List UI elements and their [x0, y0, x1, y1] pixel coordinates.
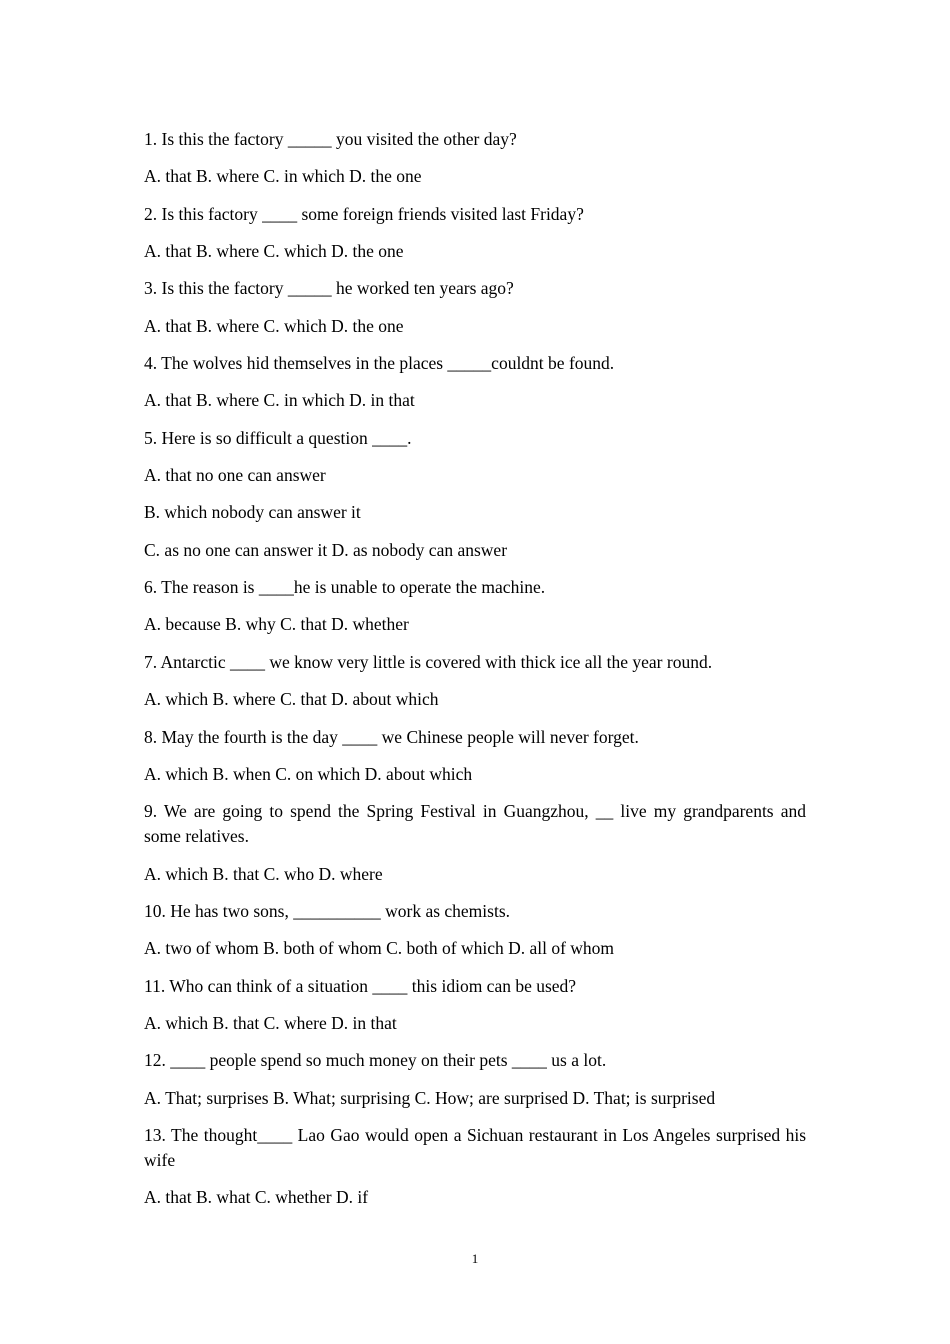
options-5-b: B. which nobody can answer it: [144, 502, 361, 523]
question-7: 7. Antarctic ____ we know very little is covered with thick ice all the year round.: [144, 651, 713, 672]
options-12: A. That; surprises B. What; surprising C. How; are surprised D. That; is surprised: [144, 1087, 716, 1108]
options-5-a: A. that no one can answer: [144, 465, 326, 486]
options-7: A. which B. where C. that D. about which: [144, 689, 439, 710]
question-4: 4. The wolves hid themselves in the places _____couldnt be found.: [144, 353, 615, 374]
options-9: A. which B. that C. who D. where: [144, 863, 383, 884]
question-3: 3. Is this the factory _____ he worked ten years ago?: [144, 278, 514, 299]
options-4: A. that B. where C. in which D. in that: [144, 390, 415, 411]
options-8: A. which B. when C. on which D. about which: [144, 763, 473, 784]
question-11: 11. Who can think of a situation ____ this idiom can be used?: [144, 975, 577, 996]
options-2: A. that B. where C. which D. the one: [144, 241, 404, 262]
question-2: 2. Is this factory ____ some foreign friends visited last Friday?: [144, 203, 584, 224]
options-10: A. two of whom B. both of whom C. both of which D. all of whom: [144, 938, 615, 959]
document-body: [144, 127, 806, 1223]
question-8: 8. May the fourth is the day ____ we Chinese people will never forget.: [144, 726, 639, 747]
question-13: 13. The thought____ Lao Gao would open a Sichuan restaurant in Los Angeles surprised his wife: [144, 1124, 806, 1170]
question-12: 12. ____ people spend so much money on their pets ____ us a lot.: [144, 1050, 607, 1071]
question-5: 5. Here is so difficult a question ____.: [144, 427, 412, 448]
options-6: A. because B. why C. that D. whether: [144, 614, 409, 635]
options-5-cd: C. as no one can answer it D. as nobody can answer: [144, 539, 508, 560]
question-10: 10. He has two sons, __________ work as chemists.: [144, 900, 511, 921]
options-11: A. which B. that C. where D. in that: [144, 1012, 397, 1033]
options-3: A. that B. where C. which D. the one: [144, 315, 404, 336]
question-1: 1. Is this the factory _____ you visited the other day?: [144, 129, 517, 149]
options-1: A. that B. where C. in which D. the one: [144, 166, 422, 187]
question-6: 6. The reason is ____he is unable to operate the machine.: [144, 577, 546, 598]
page-number: 1: [471, 1251, 479, 1266]
options-13: A. that B. what C. whether D. if: [144, 1187, 369, 1208]
question-9: 9. We are going to spend the Spring Festival in Guangzhou, __ live my grandparents and some relatives.: [144, 801, 806, 847]
